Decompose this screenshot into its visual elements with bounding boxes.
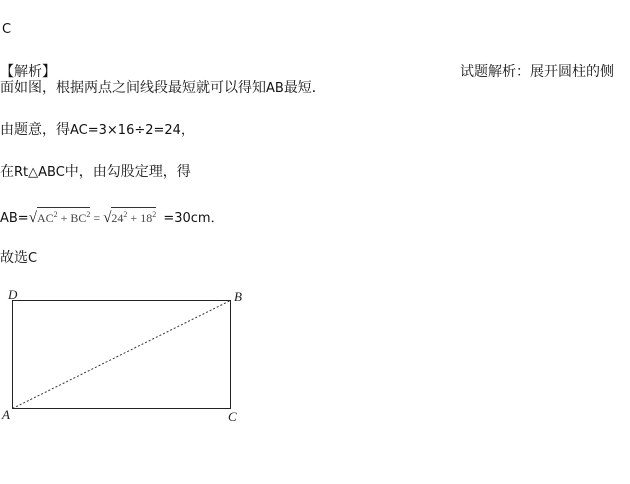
line3-triangle: Rt△ABC — [14, 165, 65, 180]
radical-sign-2: √ — [103, 210, 112, 226]
line1-text-b: 最短． — [283, 80, 326, 96]
analysis-line-1 — [0, 79, 326, 98]
analysis-label: 【解析】 — [0, 64, 56, 80]
analysis-line-2 — [0, 121, 194, 140]
line2-text-a: 由题意，得 — [0, 122, 70, 138]
formula-equals: = — [90, 211, 104, 225]
label-vertex-d: D — [8, 287, 18, 302]
sqrt-1 — [29, 207, 91, 228]
exp-24: 2 — [123, 210, 128, 219]
diagonal-ab — [13, 301, 231, 409]
line2-equation: AC=3×16÷2=24， — [70, 123, 194, 138]
line1-text-a: 面如图，根据两点之间线段最短就可以得知 — [0, 80, 266, 96]
line5-text-a: 故选 — [0, 250, 28, 266]
radicand-1 — [37, 207, 90, 227]
label-vertex-c: C — [228, 409, 237, 424]
label-vertex-b: B — [234, 289, 242, 304]
analysis-intro-right: 试题解析：展开圆柱的侧 — [460, 64, 614, 80]
radicand-24: 24 — [111, 211, 124, 225]
line3-text-a: 在 — [0, 164, 14, 180]
sqrt-2 — [103, 207, 156, 228]
radicand-ac: AC — [36, 211, 54, 225]
exp-bc: 2 — [86, 210, 91, 219]
label-vertex-a: A — [2, 407, 10, 422]
analysis-line-4-formula — [0, 207, 224, 228]
line1-ab: AB — [266, 81, 284, 96]
line5-choice: C — [28, 251, 38, 266]
radicand-18: + 18 — [127, 211, 153, 225]
radicand-bc: + BC — [57, 211, 87, 225]
exp-18: 2 — [152, 210, 157, 219]
radicand-2 — [111, 207, 156, 227]
analysis-line-3 — [0, 163, 191, 182]
exp-ac: 2 — [53, 210, 58, 219]
formula-lhs: AB= — [0, 211, 29, 226]
analysis-line-5 — [0, 249, 37, 268]
radical-sign-1: √ — [28, 210, 37, 226]
answer-text: C — [2, 22, 12, 37]
rectangle-figure — [0, 285, 260, 430]
line3-text-b: 中，由勾股定理，得 — [64, 164, 191, 180]
formula-result: =30cm． — [159, 211, 224, 226]
